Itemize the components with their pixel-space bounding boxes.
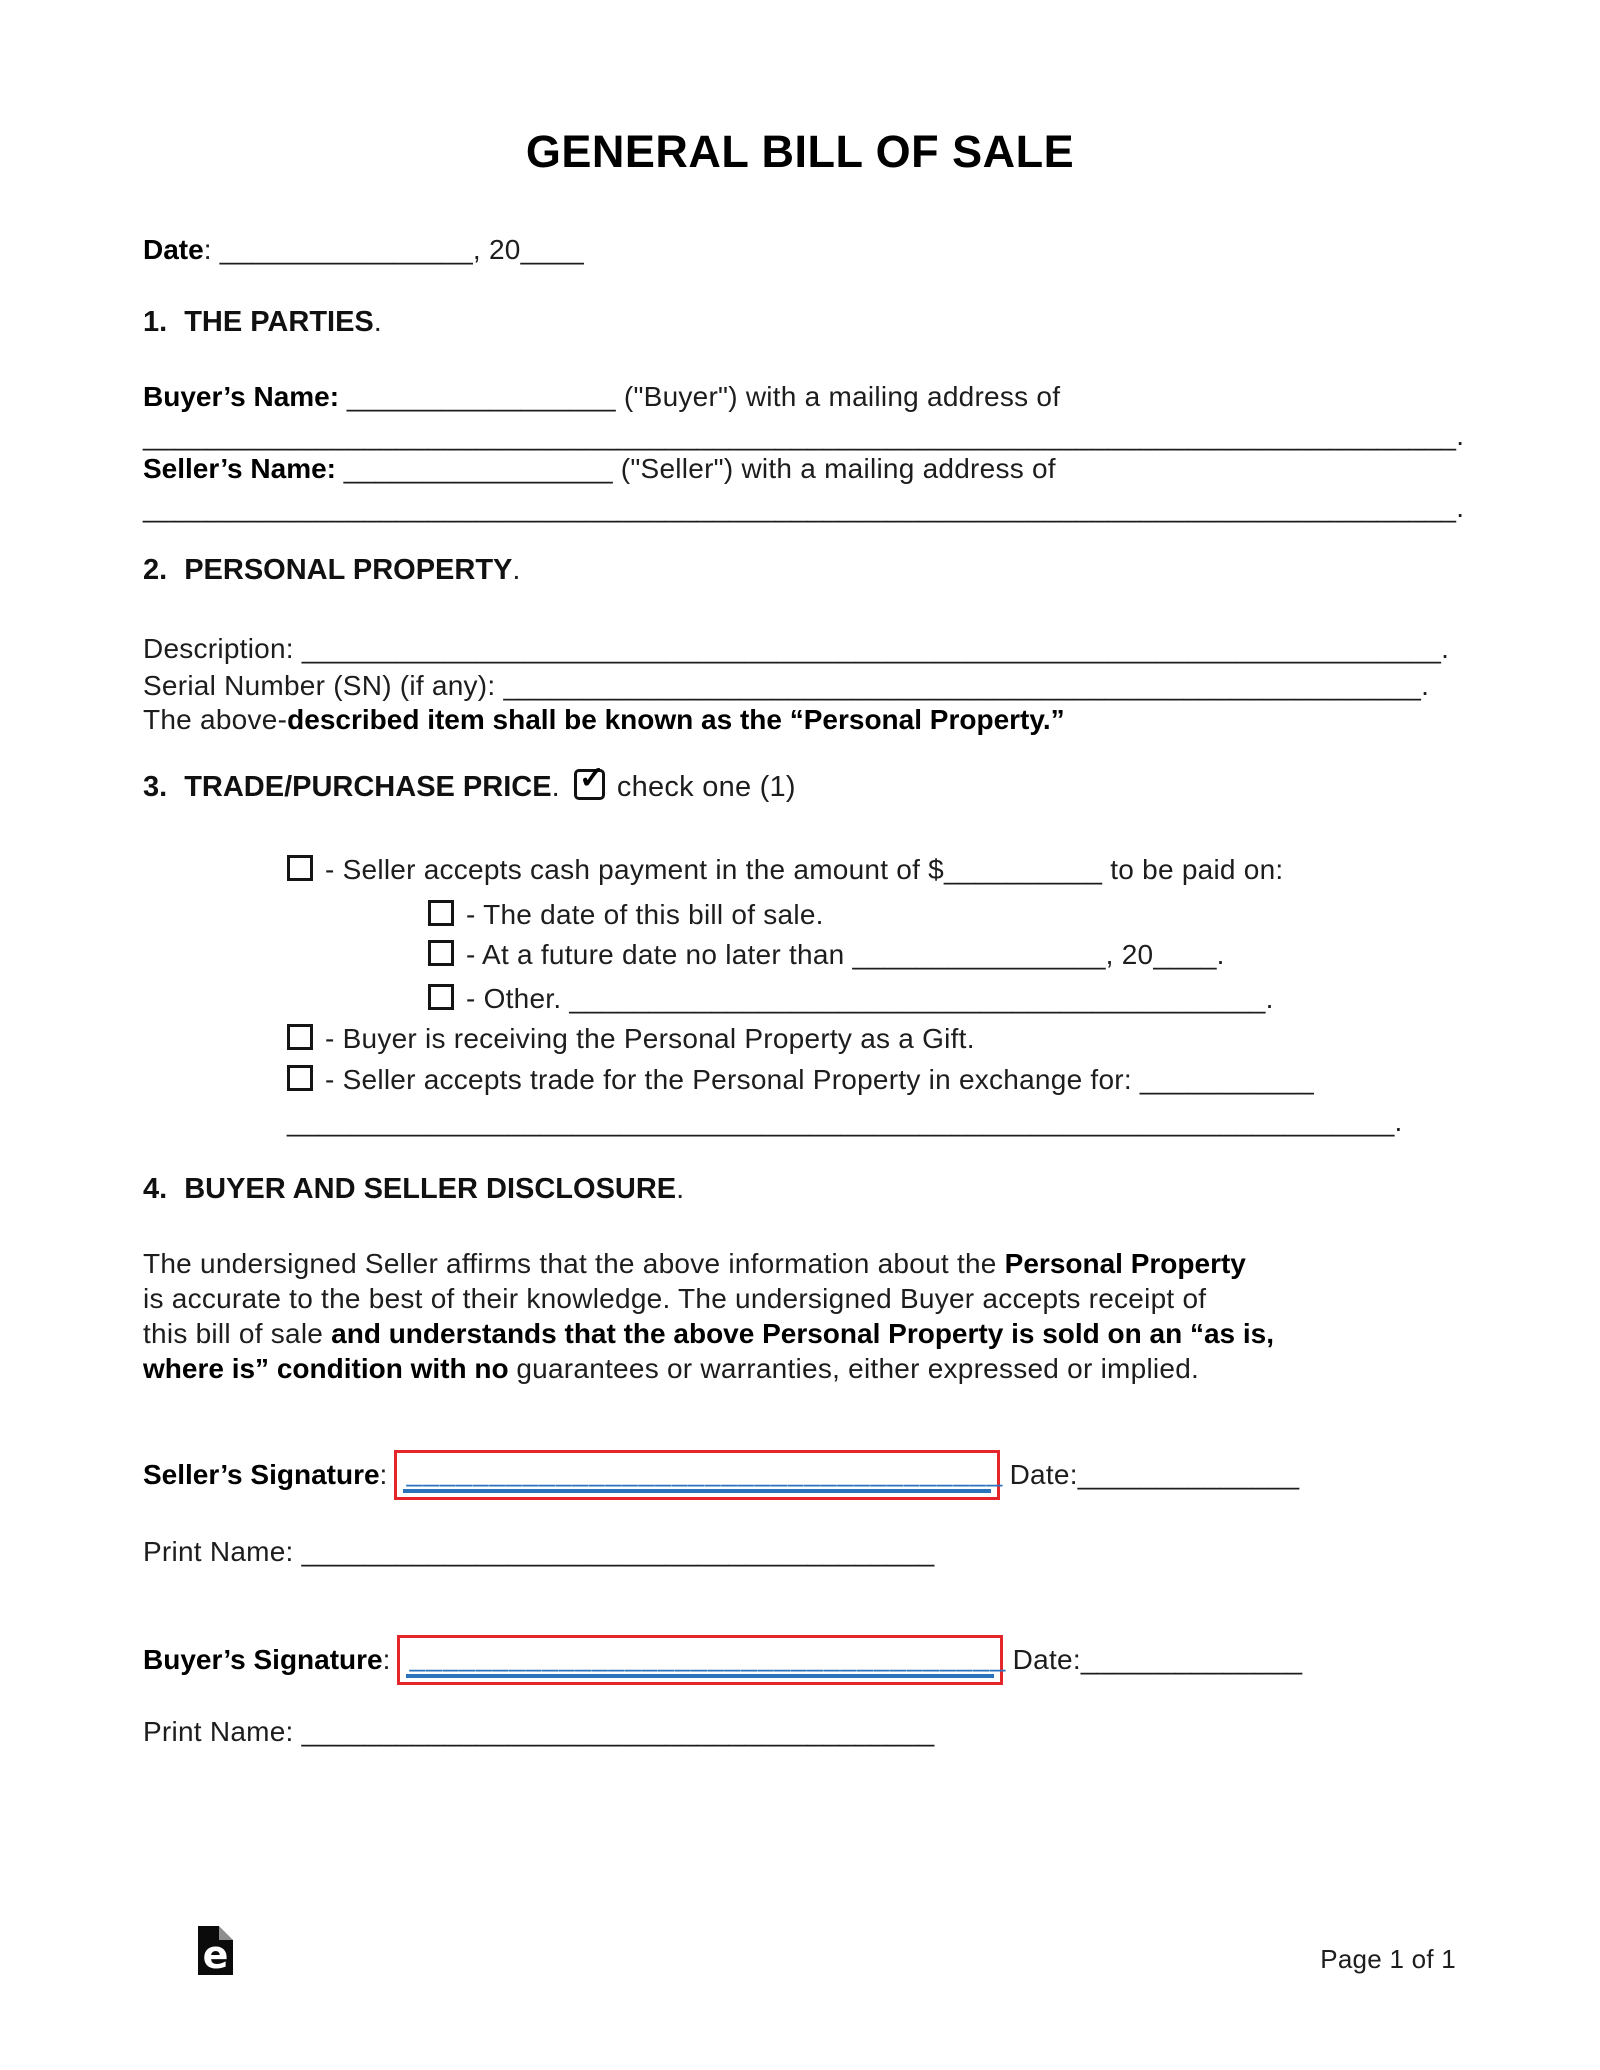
seller-signature-label: Seller’s Signature: [143, 1459, 380, 1490]
checkbox-trade: [287, 1065, 313, 1091]
seller-address-blank-line: ___________________________________________________________________________________.: [143, 492, 1465, 523]
buyer-signature-label: Buyer’s Signature: [143, 1644, 383, 1675]
section-4-heading: 4. BUYER AND SELLER DISCLOSURE.: [143, 1173, 685, 1205]
date-label: Date: [143, 234, 204, 265]
signature-solid-line: [403, 1489, 991, 1493]
buyer-name-line: Buyer’s Name: _________________ ("Buyer") with a mailing address of: [143, 381, 1061, 412]
section-2-heading: 2. PERSONAL PROPERTY.: [143, 554, 521, 586]
serial-number-label: Serial Number (SN) (if any):: [143, 670, 504, 701]
option-gift: - Buyer is receiving the Personal Property as a Gift.: [287, 1023, 975, 1055]
serial-number-line: [143, 670, 1429, 702]
date-line: Date: ________________, 20____: [143, 234, 584, 265]
seller-name-label: Seller’s Name:: [143, 453, 344, 484]
checkbox-date-of-sale: [428, 900, 454, 926]
section-4-title: BUYER AND SELLER DISCLOSURE: [184, 1173, 677, 1205]
disclosure-line-1: The undersigned Seller affirms that the above information about the Personal Property: [143, 1248, 1246, 1279]
cash-amount-blank: __________: [944, 854, 1103, 885]
disclosure-line-3: this bill of sale and understands that the above Personal Property is sold on an “as is,: [143, 1318, 1275, 1349]
trade-blank-line-2: ______________________________________________________________________.: [287, 1106, 1403, 1137]
signature-dashed-line: ____________________________________: [409, 1641, 1007, 1672]
section-4-number: 4.: [143, 1173, 168, 1205]
date-year-blank: ____: [520, 234, 584, 265]
seller-print-name-blank: ________________________________________: [301, 1536, 935, 1567]
checkbox-other: [428, 984, 454, 1010]
serial-number-blank: __________________________________________________________.: [503, 670, 1430, 701]
buyer-print-name-label: Print Name:: [143, 1716, 302, 1747]
future-year-blank: ____: [1153, 939, 1217, 970]
buyer-name-label: Buyer’s Name:: [143, 381, 347, 412]
future-date-blank: ________________: [852, 939, 1106, 970]
buyer-date-blank: ______________: [1080, 1644, 1303, 1675]
eforms-logo: [198, 1926, 233, 1975]
signature-dashed-line: ____________________________________: [406, 1456, 1004, 1487]
option-cash-payment: - Seller accepts cash payment in the amount of $__________ to be paid on:: [287, 854, 1283, 886]
date-blank: ________________: [219, 234, 473, 265]
option-trade: - Seller accepts trade for the Personal Property in exchange for: ___________: [287, 1064, 1314, 1096]
description-blank: ________________________________________________________________________.: [301, 633, 1450, 664]
seller-name-line: Seller’s Name: _________________ ("Seller") with a mailing address of: [143, 453, 1056, 484]
page-number: Page 1 of 1: [1320, 1944, 1456, 1974]
section-1-title: THE PARTIES: [184, 306, 374, 338]
option-other: - Other. ____________________________________________.: [428, 983, 1274, 1015]
checkbox-future-date: [428, 940, 454, 966]
seller-name-blank: _________________: [343, 453, 613, 484]
buyer-signature-field[interactable]: [397, 1635, 1007, 1685]
buyer-print-name-blank: ________________________________________: [301, 1716, 935, 1747]
seller-print-name-line: [143, 1536, 935, 1568]
trade-blank: ___________: [1139, 1064, 1314, 1095]
eforms-logo-letter: e: [202, 1932, 229, 1977]
document-title: GENERAL BILL OF SALE: [525, 126, 1075, 177]
description-line: [143, 633, 1449, 665]
checked-checkbox-icon: ✓: [574, 769, 605, 800]
checkbox-gift: [287, 1024, 313, 1050]
signature-solid-line: [406, 1674, 994, 1678]
seller-signature-row: Seller’s Signature : ____________________________________ Date: ______________: [143, 1449, 1299, 1501]
buyer-print-name-line: [143, 1716, 935, 1748]
section-2-title: PERSONAL PROPERTY: [184, 554, 513, 586]
seller-date-blank: ______________: [1077, 1459, 1300, 1490]
buyer-address-blank-line: ___________________________________________________________________________________.: [143, 420, 1465, 451]
section-3-number: 3.: [143, 771, 168, 803]
checkbox-cash-payment: [287, 855, 313, 881]
section-1-heading: 1. THE PARTIES.: [143, 306, 383, 338]
seller-date-label: Date:: [1009, 1459, 1078, 1490]
section-3-title: TRADE/PURCHASE PRICE: [184, 771, 552, 803]
buyer-date-label: Date:: [1012, 1644, 1081, 1675]
section-2-number: 2.: [143, 554, 168, 586]
seller-signature-field[interactable]: [394, 1450, 1004, 1500]
buyer-signature-row: Buyer’s Signature : ____________________________________ Date: ______________: [143, 1634, 1302, 1686]
check-one-note: check one (1): [616, 771, 796, 803]
option-future-date: - At a future date no later than ________________, 20____.: [428, 939, 1225, 971]
option-date-of-sale: - The date of this bill of sale.: [428, 899, 824, 931]
section-1-number: 1.: [143, 306, 168, 338]
buyer-name-blank: _________________: [346, 381, 616, 412]
disclosure-line-2: is accurate to the best of their knowledge. The undersigned Buyer accepts receipt of: [143, 1283, 1207, 1314]
section-3-heading: 3. TRADE/PURCHASE PRICE. ✓ check one (1): [143, 760, 796, 803]
disclosure-line-4: where is” condition with no guarantees or warranties, either expressed or implied.: [143, 1353, 1200, 1384]
description-label: Description:: [143, 633, 302, 664]
seller-print-name-label: Print Name:: [143, 1536, 302, 1567]
other-blank: ____________________________________________: [569, 983, 1266, 1014]
known-as-line: The above-described item shall be known as the “Personal Property.”: [143, 704, 1065, 735]
